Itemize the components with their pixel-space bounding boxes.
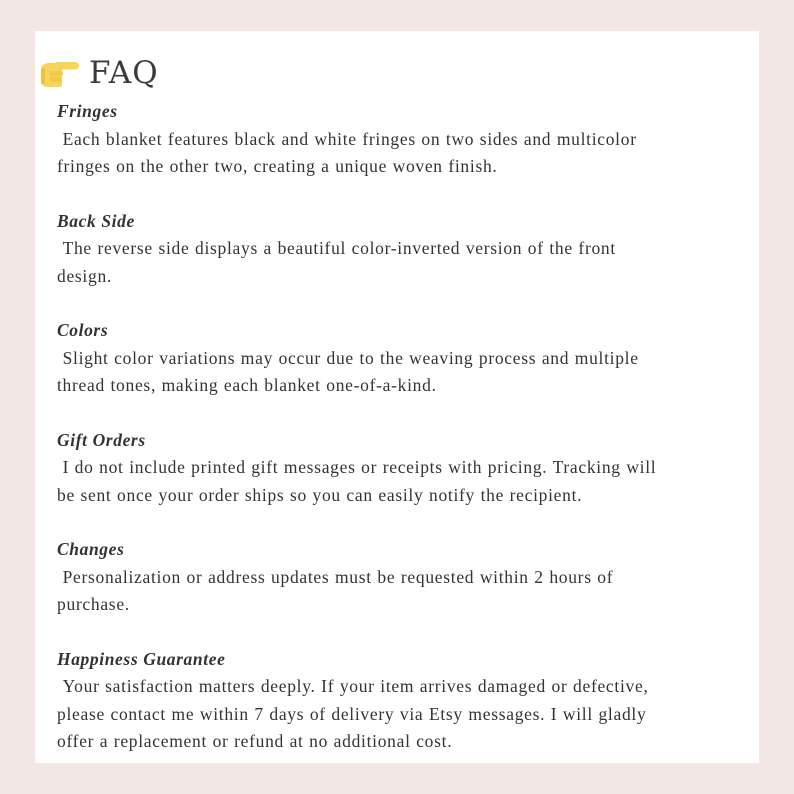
faq-answer: The reverse side displays a beautiful color-inverted version of the front design. (57, 238, 616, 286)
faq-item-changes (57, 536, 747, 619)
page-title: FAQ (89, 54, 159, 91)
faq-answer: Personalization or address updates must be requested within 2 hours of purchase. (57, 566, 614, 614)
faq-answer: I do not include printed gift messages or receipts with pricing. Tracking will be sent once your order ships so you can easily notify the recipient. (57, 457, 657, 505)
faq-item-fringes (57, 98, 747, 181)
pointing-hand-icon (38, 57, 80, 89)
faq-header (38, 51, 159, 95)
faq-answer: Slight color variations may occur due to the weaving process and multiple thread tones, making each blanket one-of-a-kind. (57, 347, 639, 395)
faq-question: Gift Orders (57, 429, 146, 450)
faq-answer: Each blanket features black and white fringes on two sides and multicolor fringes on the other two, creating a unique woven finish. (57, 128, 637, 176)
faq-question: Changes (57, 539, 125, 559)
faq-question: Back Side (57, 210, 135, 231)
faq-question: Happiness Guarantee (57, 648, 226, 669)
faq-item-back-side (57, 208, 747, 291)
faq-card (35, 31, 759, 763)
faq-question: Fringes (57, 101, 118, 121)
faq-item-colors (57, 317, 747, 400)
faq-question: Colors (57, 320, 109, 340)
faq-answer: Your satisfaction matters deeply. If your item arrives damaged or defective, please contact me within 7 days of delivery via Etsy messages. I will gladly offer a replacement or refund at no additional cost. (57, 676, 649, 751)
faq-item-gift-orders (57, 427, 747, 510)
faq-item-happiness-guarantee (57, 646, 747, 756)
faq-list (57, 98, 747, 783)
